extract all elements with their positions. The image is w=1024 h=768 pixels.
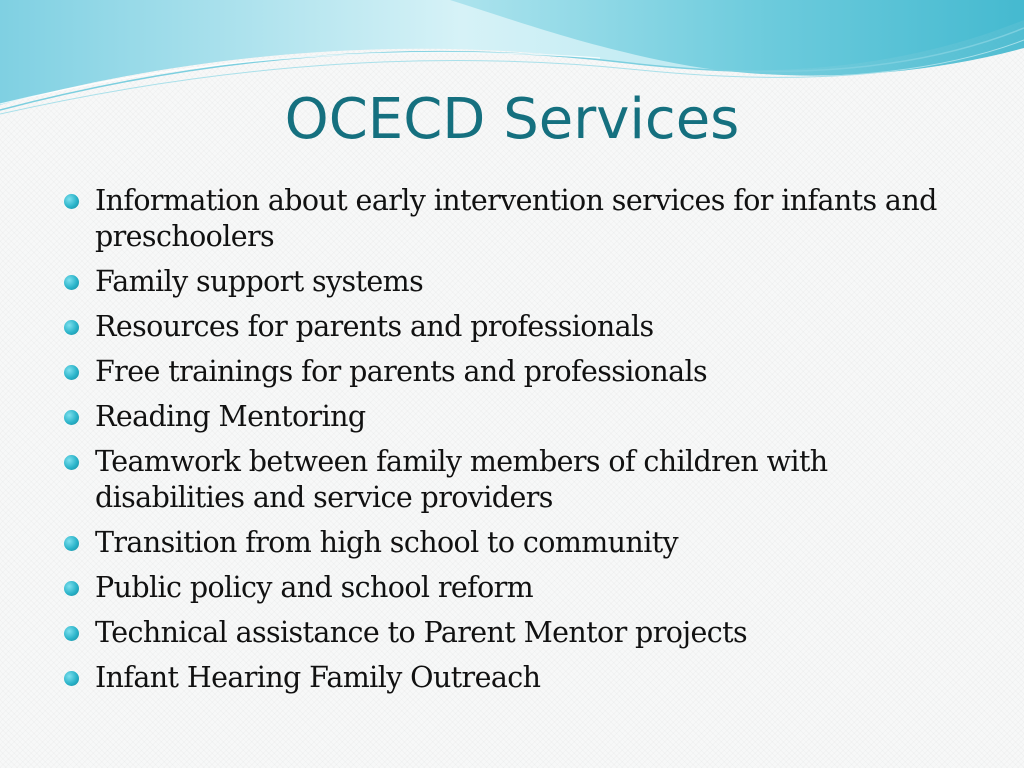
list-item-text: Reading Mentoring: [95, 400, 366, 433]
bullet-dot-icon: [64, 410, 79, 425]
list-item-text: Free trainings for parents and professionals: [95, 355, 708, 388]
bullet-dot-icon: [64, 320, 79, 335]
list-item-text: Information about early intervention services for infants and preschoolers: [95, 184, 937, 253]
bullet-dot-icon: [64, 194, 79, 209]
list-item-text: Technical assistance to Parent Mentor projects: [95, 616, 748, 649]
bullet-dot-icon: [64, 455, 79, 470]
list-item-text: Resources for parents and professionals: [95, 310, 654, 343]
list-item-text: Public policy and school reform: [95, 571, 534, 604]
list-item-text: Transition from high school to community: [95, 526, 679, 559]
bullet-dot-icon: [64, 671, 79, 686]
list-item: [64, 399, 964, 435]
list-item: [64, 660, 964, 696]
list-item: [64, 264, 964, 300]
list-item: [64, 615, 964, 651]
slide-title: OCECD Services: [284, 87, 740, 152]
list-item-text: Family support systems: [95, 265, 424, 298]
list-item: [64, 354, 964, 390]
list-item: [64, 183, 964, 255]
list-item: [64, 570, 964, 606]
bullet-dot-icon: [64, 626, 79, 641]
bullet-dot-icon: [64, 365, 79, 380]
list-item-text: Teamwork between family members of children with disabilities and service providers: [95, 445, 828, 514]
services-bullet-list: [64, 183, 964, 705]
bullet-dot-icon: [64, 275, 79, 290]
bullet-dot-icon: [64, 536, 79, 551]
list-item: [64, 444, 964, 516]
list-item: [64, 525, 964, 561]
bullet-dot-icon: [64, 581, 79, 596]
list-item: [64, 309, 964, 345]
list-item-text: Infant Hearing Family Outreach: [95, 661, 541, 694]
